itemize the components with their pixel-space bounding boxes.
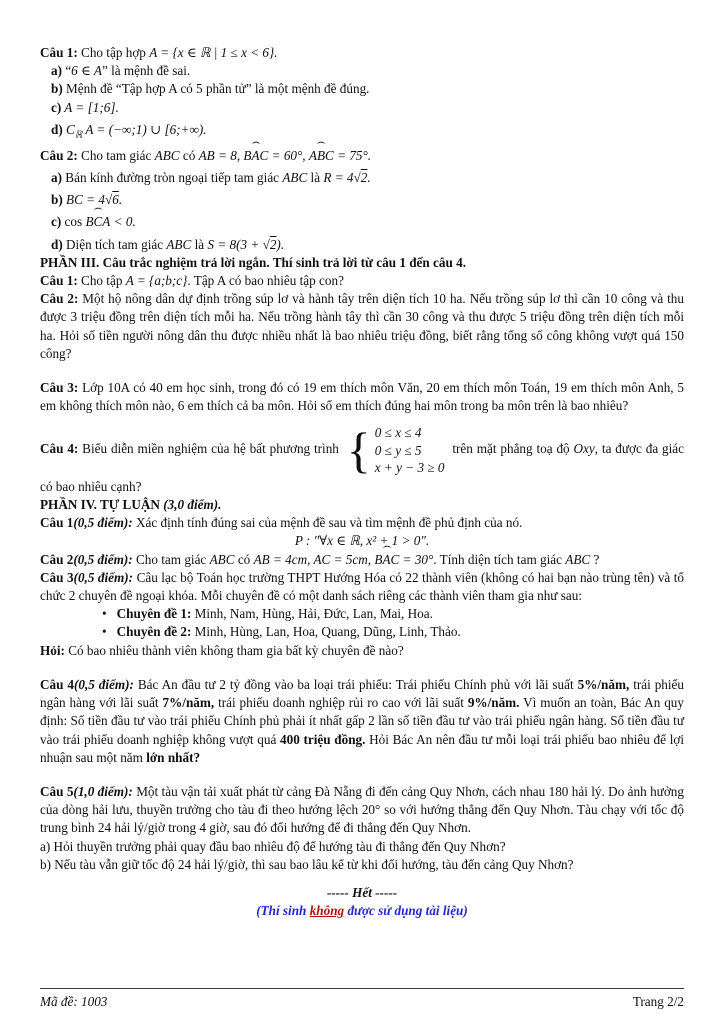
math-run: BC = 4√ [62,192,113,208]
text-run: Minh, Nam, Hùng, Hải, Đức, Lan, Mai, Hoa. [191,606,433,622]
bold-run: lớn nhất? [146,749,201,765]
question-label: Câu 3 [40,569,74,585]
heading-points: (3,0 điểm). [163,496,222,512]
text-run: Cho tập hợp [77,45,150,60]
text-run: Bán kính đường tròn ngoại tiếp tam giác [62,169,283,185]
p2-q2-option-a [40,169,684,187]
p2-q2-option-b [40,191,684,209]
text-run: Biểu diễn miền nghiệm của hệ bất phương trình [78,441,343,457]
p2-q1-option-b [40,80,684,98]
exam-code: Mã đề: 1003 [40,994,108,1009]
math-run: P : "∀x ∈ ℝ, x² + 1 > 0". [294,533,430,549]
radicand-run: 6 [112,192,119,208]
text-run: Bác An đầu tư 2 tỷ đồng vào ba loại trái phiếu: Trái phiếu Chính phủ với lãi suất [133,676,578,692]
text-run: a) Hỏi thuyền trưởng phải quay đầu bao nhiêu độ để hướng tàu đi thẳng đến Quy Nhơn? [40,838,506,854]
math-run: 6 ∈ A [71,63,102,79]
system-row: x + y − 3 ≥ 0 [374,460,445,476]
system-rows [375,424,445,476]
option-label: b) [51,192,63,208]
text-run: cos [61,214,86,230]
math-run: AB = 8, [198,147,244,163]
text-run: ” là mệnh đề sai. [101,63,191,79]
option-label: c) [51,214,62,230]
option-label: a) [51,63,62,79]
p2-q1-option-a [40,62,684,80]
ask-label: Hỏi: [40,642,65,658]
angle-run: BAC ˆ [374,551,399,569]
question-label: Câu 5 [40,784,74,800]
bold-run: 400 triệu đồng. [280,731,366,747]
text-run: Diện tích tam giác [62,236,167,252]
text-run: ? [590,551,600,567]
bullet-chuyen-de-2 [40,623,684,641]
text-run: trên mặt phẳng toạ độ [448,441,574,457]
math-run: Oxy [573,441,595,457]
question-points: (0,5 điểm): [73,551,133,567]
p4-q5-part-a [40,838,684,856]
p3-q2 [40,290,684,363]
text-run: , ta được đa giác có bao nhiêu cạnh? [40,441,685,494]
angle-run: ABC ˆ [309,147,334,165]
math-run: ABC [154,147,180,163]
question-label: Câu 4: [40,441,79,457]
option-label: c) [51,99,62,115]
text-run: Cho tam giác [77,147,155,163]
math-run: = 60°, [268,147,309,163]
question-label: Câu 2: [40,291,79,307]
math-run: ABC [565,551,591,567]
text-run: Hỏi Bác An nên đầu tư mỗi loại trái phiếu bao nhiêu để lợi nhuận sau một năm [40,731,685,765]
question-label: Câu 1: [40,272,78,288]
heading-run: PHẦN III. Câu trắc nghiệm trả lời ngắn. [40,254,270,270]
p4-q3 [40,569,684,605]
p2-q1-option-d [40,121,684,143]
question-label: Câu 4 [40,676,74,692]
question-label: Câu 2: [40,147,78,163]
text-run: b) Nếu tàu vẫn giữ tốc độ 24 hải lý/giờ, thì sau bao lâu kể từ khi đổi hướng, tàu đến cảng Quy Nhơn? [40,856,574,872]
text-run: . Tính diện tích tam giác [433,551,566,567]
page-footer [40,988,684,1010]
note-run: được sử dụng tài liệu) [344,903,468,919]
math-run: A = (−∞;1) ∪ [6;+∞). [82,121,207,137]
note-run: (Thí sinh [256,903,310,919]
end-marker-text: ----- Hết ----- [326,885,398,901]
bullet-chuyen-de-1 [40,605,684,623]
question-label: Câu 2 [40,551,74,567]
radicand-run: 2 [360,169,368,185]
question-label: Câu 1 [40,515,74,531]
p2-q1-option-c [40,99,684,117]
question-points: (0,5 điểm): [73,515,133,531]
text-run: trái phiếu ngân hàng với lãi suất [40,676,685,711]
bullet-label: Chuyên đề 1: [116,606,192,622]
p4-q5-part-b [40,856,684,874]
text-run: Có bao nhiêu thành viên không tham gia bất kỳ chuyên đề nào? [64,642,404,658]
math-run: = 30° [399,551,434,567]
option-label: d) [51,236,63,252]
question-points: (1,0 điểm): [73,784,133,800]
math-run: AB = 4cm, AC = 5cm, [253,551,375,567]
angle-run: BCA ˆ [85,213,110,231]
math-run: ABC [166,236,192,252]
note-underlined-word: không [309,903,345,919]
option-label: a) [51,169,62,185]
option-label: d) [51,121,63,137]
system-row: 0 ≤ y ≤ 5 [374,442,422,458]
text-run: Lớp 10A có 40 em học sinh, trong đó có 19 em thích môn Văn, 20 em thích môn Toán, 19 em thích môn Anh, 5 em không thích môn nào, 6 em thích cả ba môn. Hỏi số em thích đúng hai môn trong ba môn trên là bao nhiêu? [40,380,684,414]
math-run: S = 8(3 + √ [207,236,270,252]
p4-q4 [40,676,684,767]
question-points: (0,5 điểm): [73,569,134,585]
part4-heading [40,496,684,514]
math-run: ABC [209,551,235,567]
math-run: R = 4√ [323,169,361,185]
math-run: = 75°. [333,147,372,163]
bold-run: 9%/năm. [467,695,520,711]
end-note [40,902,684,920]
p3-q4 [40,423,684,495]
bold-run: 7%/năm, [162,695,215,711]
text-run: trái phiếu doanh nghiệp rủi ro cao với lãi suất [214,695,468,711]
text-run: Vì muốn an toàn, Bác An quy định: Số tiền đầu tư vào trái phiếu Chính phủ phải ít nhất gấp 2 lần số tiền đầu tư vào trái phiếu ngân hàng. Số tiền đầu tư vào trái phiếu doanh nghiệp không vượt quá [40,695,684,747]
text-run: Một tàu vận tải xuất phát từ cảng Đà Nẵng đi đến cảng Quy Nhơn, cách nhau 180 hải lý. Do ảnh hưởng của dòng hải lưu, thuyền trưởng cho tàu đi theo hướng lệch 20° so với hướng thẳng đến Quy Nhơn. Tàu chạy với tốc độ trung bình 24 hải lý/giờ trong 4 giờ, sau đó đổi hướng để đi thẳng đến Quy Nhơn. [40,784,684,836]
p4-q2 [40,551,684,569]
text-run: “ [62,63,72,79]
heading-run: PHẦN IV. TỰ LUẬN [40,496,164,512]
text-run: Xác định tính đúng sai của mệnh đề sau và tìm mệnh đề phủ định của nó. [132,515,523,531]
math-run: . [118,192,123,208]
text-run: có [234,551,254,567]
left-brace: { [346,421,371,478]
math-run: A = [1;6]. [61,99,119,115]
math-run: . [367,169,371,185]
bullet-label: Chuyên đề 2: [116,624,192,640]
radicand-run: 2 [269,236,277,252]
p4-q1 [40,514,684,532]
math-run: ABC [282,169,308,185]
text-run: Minh, Hùng, Lan, Hoa, Quang, Dũng, Linh, Thảo. [191,624,461,640]
math-run: < 0. [110,214,136,230]
p3-q3 [40,379,684,415]
text-run: là [307,169,324,185]
subscript-run: ℝ [74,130,83,141]
end-marker [40,884,684,902]
text-run: Cho tập [77,272,126,288]
p3-q1 [40,272,684,290]
text-run: . Tập A có bao nhiêu tập con? [187,272,344,288]
p2-q2-intro [40,147,684,165]
math-run: C [62,121,75,137]
text-run: có [179,147,199,163]
question-label: Câu 3: [40,380,79,396]
inequality-system [346,421,445,478]
page-number: Trang 2/2 [632,994,684,1009]
p4-q3-question [40,642,684,660]
system-row: 0 ≤ x ≤ 4 [374,425,422,441]
heading-run: Thí sinh trả lời từ câu 1 đến câu 4. [269,254,467,270]
p4-q5 [40,783,684,838]
text-run: Mệnh đề “Tập hợp A có 5 phần tử” là một mệnh đề đúng. [62,81,370,97]
p2-q1-intro [40,44,684,62]
option-label: b) [51,81,63,97]
text-run: là [191,236,208,252]
p2-q2-option-d [40,236,684,254]
math-run: ). [276,236,285,252]
bold-run: 5%/năm, [577,676,630,692]
p4-q1-formula [40,532,684,550]
part3-heading [40,254,684,272]
text-run: Câu lạc bộ Toán học trường THPT Hướng Hóa có 22 thành viên (không có hai bạn nào trùng tên) và tổ chức 2 chuyên đề ngoại khóa. Mỗi chuyên đề có một danh sách riêng các thành viên tham gia như sau: [40,569,685,604]
text-run: Một hộ nông dân dự định trồng súp lơ và hành tây trên diện tích 10 ha. Nếu trồng súp lơ thì cần 10 công và thu được 3 triệu đồng trên diện tích mỗi ha. Nếu trồng hành tây thì cần 30 công và thu được 5 triệu đồng trên diện tích mỗi ha. Hỏi số tiền người nông dân thu được nhiều nhất là bao nhiêu triệu đồng, biết rằng tổng số công không vượt quá 150 công? [40,291,684,361]
math-run: A = {x ∈ ℝ | 1 ≤ x < 6}. [149,45,278,60]
question-label: Câu 1: [40,45,78,60]
math-run: A = {a;b;c} [125,272,188,288]
p2-q2-option-c [40,213,684,231]
text-run: Cho tam giác [132,551,210,567]
question-points: (0,5 điểm): [73,676,134,692]
angle-run: BAC ˆ [243,147,268,165]
